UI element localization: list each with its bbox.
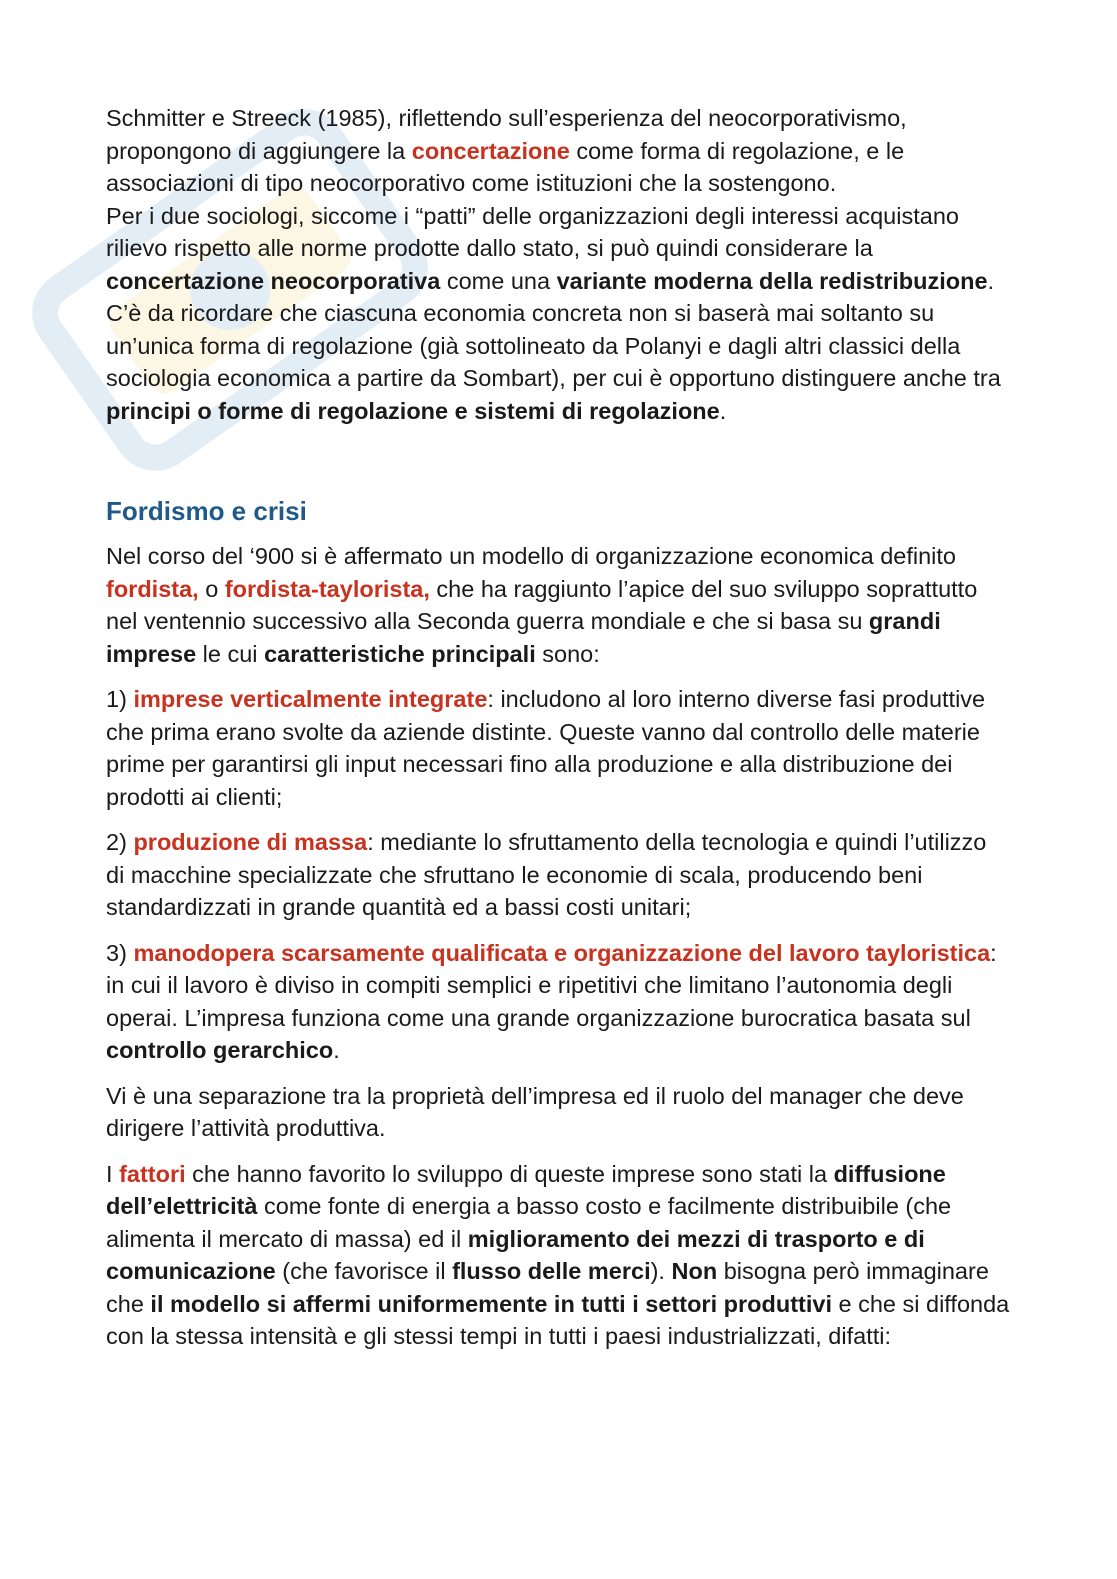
list-item-2: 2) produzione di massa: mediante lo sfruttamento della tecnologia e quindi l’utilizzo di macchine specializzate che sfruttano le economie di scala, producendo beni standardizzati in grande quantità ed a bassi costi unitari;	[106, 829, 987, 920]
section-heading: Fordismo e crisi	[106, 496, 307, 526]
paragraph-concertazione: Schmitter e Streeck (1985), riflettendo sull’esperienza del neocorporativismo, propongono di aggiungere la concertazione come forma di regolazione, e le associazioni di tipo neocorporativo come istituzioni che la sostengono.	[106, 105, 907, 196]
paragraph-sociologi: Per i due sociologi, siccome i “patti” delle organizzazioni degli interessi acquistano rilievo rispetto alle norme prodotte dallo stato, si può quindi considerare la concertazione neocorporativa come una variante moderna della redistribuzione.	[106, 202, 995, 294]
paragraph-regolazione: C’è da ricordare che ciascuna economia concreta non si baserà mai soltanto su un’unica forma di regolazione (già sottolineato da Polanyi e dagli altri classici della sociologia economica a partire da Sombart), per cui è opportuno distinguere anche tra principi o forme di regolazione e sistemi di regolazione.	[106, 300, 1001, 424]
list-item-1: 1) imprese verticalmente integrate: includono al loro interno diverse fasi produttive che prima erano svolte da aziende distinte. Queste vanno dal controllo delle materie prime per garantirsi gli input necessari fino alla produzione e alla distribuzione dei prodotti ai clienti;	[106, 686, 986, 810]
paragraph-separazione: Vi è una separazione tra la proprietà dell’impresa ed il ruolo del manager che deve dirigere l’attività produttiva.	[106, 1082, 964, 1141]
paragraph-fordismo-intro: Nel corso del ‘900 si è affermato un modello di organizzazione economica definito fordista, o fordista-taylorista, che ha raggiunto l’apice del suo sviluppo soprattutto nel ventennio successivo alla Seconda guerra mondiale e che si basa su grandi imprese le cui caratteristiche principali sono:	[106, 543, 978, 667]
list-item-3: 3) manodopera scarsamente qualificata e organizzazione del lavoro tayloristica: in cui il lavoro è diviso in compiti semplici e ripetitivi che limitano l’autonomia degli operai. L’impresa funziona come una grande organizzazione burocratica basata sul controllo gerarchico.	[106, 939, 997, 1063]
paragraph-fattori: I fattori che hanno favorito lo sviluppo di queste imprese sono stati la diffusione dell’elettricità come fonte di energia a basso costo e facilmente distribuibile (che alimenta il mercato di massa) ed il miglioramento dei mezzi di trasporto e di comunicazione (che favorisce il flusso delle merci). Non bisogna però immaginare che il modello si affermi uniformemente in tutti i settori produttivi e che si diffonda con la stessa intensità e gli stessi tempi in tutti i paesi industrializzati, difatti:	[106, 1160, 1010, 1349]
term-concertazione: concertazione	[411, 137, 570, 164]
document-page	[106, 102, 1011, 1353]
